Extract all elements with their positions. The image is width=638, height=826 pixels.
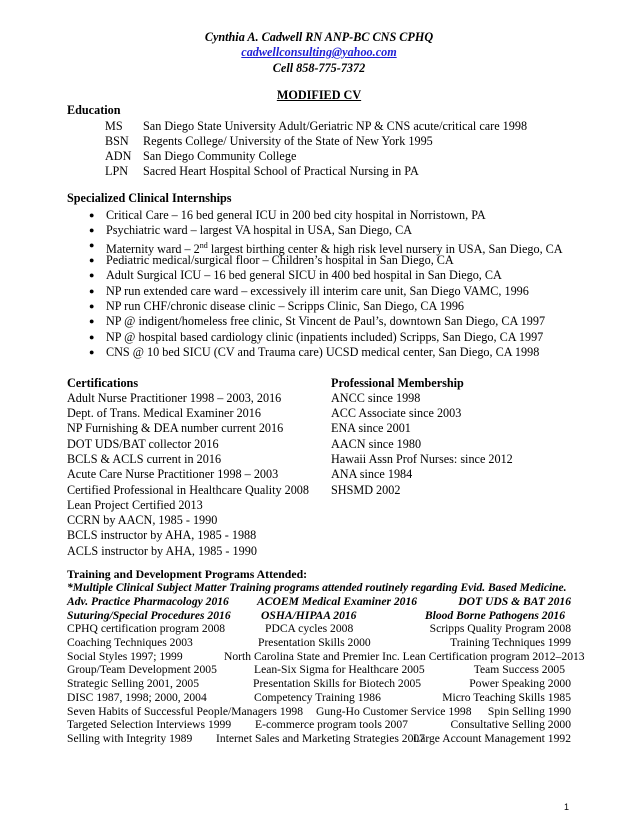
person-name: Cynthia A. Cadwell RN ANP-BC CNS CPHQ: [204, 30, 434, 44]
page-number: 1: [564, 802, 570, 812]
bullet-icon: ●: [89, 210, 95, 220]
certification-item: CCRN by AACN, 1985 - 1990: [67, 513, 218, 527]
bullet-icon: ●: [89, 255, 95, 265]
internship-item: Maternity ward – 2nd largest birthing center & high risk level nursery in USA, San Diego, CA: [106, 241, 563, 257]
internship-item: Pediatric medical/surgical floor – Children’s hospital in San Diego, CA: [106, 253, 454, 267]
bullet-icon: ●: [89, 332, 95, 342]
membership-heading: Professional Membership: [331, 376, 464, 390]
certification-item: Lean Project Certified 2013: [67, 498, 203, 512]
internship-item: NP @ indigent/homeless free clinic, St Vincent de Paul’s, downtown San Diego, CA 1997: [106, 314, 546, 328]
internships-heading: Specialized Clinical Internships: [67, 191, 232, 205]
bullet-icon: ●: [89, 270, 95, 280]
membership-item: Hawaii Assn Prof Nurses: since 2012: [331, 452, 513, 466]
certification-item: Acute Care Nurse Practitioner 1998 – 2003: [67, 467, 279, 481]
bullet-icon: ●: [89, 286, 95, 296]
email-link[interactable]: cadwellconsulting@yahoo.com: [241, 45, 397, 59]
certification-item: Adult Nurse Practitioner 1998 – 2003, 2016: [67, 391, 282, 405]
cv-page: Cynthia A. Cadwell RN ANP-BC CNS CPHQ cadwellconsulting@yahoo.com Cell 858-775-7372 MODIFIED CV Education MS San Diego State University Adult/Geriatric NP & CNS acute/critical care 1998 BSN Regents College/ University of the State of New York 1995 ADN San Diego Community College LPN Sacred Heart Hospital School of Practical Nursing in PA Specialized Clinical Internships ● Critical Care – 16 bed general ICU in 200 bed city hospital in Norristown, PA ● Psychiatric ward – largest VA hospital in USA, San Diego, CA ● Maternity ward – 2nd largest birthing center & high risk level nursery in USA, San Diego, CA ● Pediatric medical/surgical floor – Children’s hospital in San Diego, CA ● Adult Surgical ICU – 16 bed general SICU in 400 bed hospital in San Diego, CA ● NP run extended care ward – excessively ill interim care unit, San Diego VAMC, 1996 ● NP run CHF/chronic disease clinic – Scripps Clinic, San Diego, CA 1996 ● NP @ indigent/homeless free clinic, St Vincent de Paul’s, downtown San Diego, CA 1997 ● NP @ hospital based cardiology clinic (inpatients included) Scripps, San Diego, CA 1997 ● CNS @ 10 bed SICU (CV and Trauma care) UCSD medical center, San Diego, CA 1998 Certifications Professional Membership Adult Nurse Practitioner 1998 – 2003, 2016 Dept. of Trans. Medical Examiner 2016 NP Furnishing & DEA number current 2016 DOT UDS/BAT collector 2016 BCLS & ACLS current in 2016 Acute Care Nurse Practitioner 1998 – 2003 Certified Professional in Healthcare Quality 2008 Lean Project Certified 2013 CCRN by AACN, 1985 - 1990 BCLS instructor by AHA, 1985 - 1988 ACLS instructor by AHA, 1985 - 1990 ANCC since 1998 ACC Associate since 2003 ENA since 2001 AACN since 1980 Hawaii Assn Prof Nurses: since 2012 ANA since 1984 SHSMD 2002 Training and Development Programs Attended: *Multiple Clinical Subject Matter Training programs attended routinely regarding Evid. Based Medicine. Adv. Practice Pharmacology 2016 ACOEM Medical Examiner 2016 DOT UDS & BAT 2016 Suturing/Special Procedures 2016 OSHA/HIPAA 2016 Blood Borne Pathogens 2016 CPHQ certification program 2008 PDCA cycles 2008 Scripps Quality Program 2008 Coaching Techniques 2003 Presentation Skills 2000 Training Techniques 1999 Social Styles 1997; 1999 North Carolina State and Premier Inc. Lean Certification program 2012–2013 Group/Team Development 2005 Lean-Six Sigma for Healthcare 2005 Team Success 2005 Strategic Selling 2001, 2005 Presentation Skills for Biotech 2005 Power Speaking 2000 DISC 1987, 1998; 2000, 2004 Competency Training 1986 Micro Teaching Skills 1985 Seven Habits of Successful People/Managers 1998 Gung-Ho Customer Service 1998 Spin Selling 1990 Targeted Selection Interviews 1999 E-commerce program tools 2007 Consultative Selling 2000 Selling with Integrity 1989 Internet Sales and Marketing Strategies 2007 Large Account Management 1992 1: [0, 0, 638, 826]
internship-item: NP run CHF/chronic disease clinic – Scripps Clinic, San Diego, CA 1996: [106, 299, 465, 313]
certification-item: ACLS instructor by AHA, 1985 - 1990: [67, 544, 257, 558]
certification-item: BCLS & ACLS current in 2016: [67, 452, 222, 466]
internship-item: Adult Surgical ICU – 16 bed general SICU in 400 bed hospital in San Diego, CA: [106, 268, 502, 282]
membership-item: AACN since 1980: [331, 437, 422, 451]
membership-item: ANA since 1984: [331, 467, 413, 481]
education-row: ADN San Diego Community College: [105, 149, 297, 163]
internship-item: Critical Care – 16 bed general ICU in 200 bed city hospital in Norristown, PA: [106, 208, 486, 222]
certification-item: NP Furnishing & DEA number current 2016: [67, 421, 284, 435]
education-row: MS San Diego State University Adult/Geriatric NP & CNS acute/critical care 1998: [105, 119, 528, 133]
internship-item: NP run extended care ward – excessively ill interim care unit, San Diego VAMC, 1996: [106, 284, 529, 298]
membership-item: ACC Associate since 2003: [331, 406, 462, 420]
bullet-icon: ●: [89, 316, 95, 326]
bullet-icon: ●: [89, 225, 95, 235]
membership-item: SHSMD 2002: [331, 483, 401, 497]
bullet-icon: ●: [89, 301, 95, 311]
education-row: BSN Regents College/ University of the State of New York 1995: [105, 134, 433, 148]
education-row: LPN Sacred Heart Hospital School of Practical Nursing in PA: [105, 164, 419, 178]
document-title: MODIFIED CV: [276, 88, 362, 102]
certification-item: Certified Professional in Healthcare Quality 2008: [67, 483, 309, 497]
internship-item: Psychiatric ward – largest VA hospital in USA, San Diego, CA: [106, 223, 413, 237]
email-line: [0, 45, 638, 60]
training-note: *Multiple Clinical Subject Matter Training programs attended routinely regarding Evid. Based Medicine.: [67, 582, 567, 594]
membership-item: ANCC since 1998: [331, 391, 421, 405]
training-heading: Training and Development Programs Attended:: [67, 567, 308, 581]
internship-item: CNS @ 10 bed SICU (CV and Trauma care) UCSD medical center, San Diego, CA 1998: [106, 345, 540, 359]
education-heading: Education: [67, 103, 121, 117]
bullet-icon: ●: [89, 347, 95, 357]
internship-item: NP @ hospital based cardiology clinic (inpatients included) Scripps, San Diego, CA 1997: [106, 330, 544, 344]
membership-item: ENA since 2001: [331, 421, 411, 435]
certification-item: Dept. of Trans. Medical Examiner 2016: [67, 406, 261, 420]
certification-item: BCLS instructor by AHA, 1985 - 1988: [67, 528, 257, 542]
certification-item: DOT UDS/BAT collector 2016: [67, 437, 219, 451]
bullet-icon: ●: [89, 240, 95, 250]
certifications-heading: Certifications: [67, 376, 139, 390]
phone-line: Cell 858-775-7372: [272, 61, 366, 75]
